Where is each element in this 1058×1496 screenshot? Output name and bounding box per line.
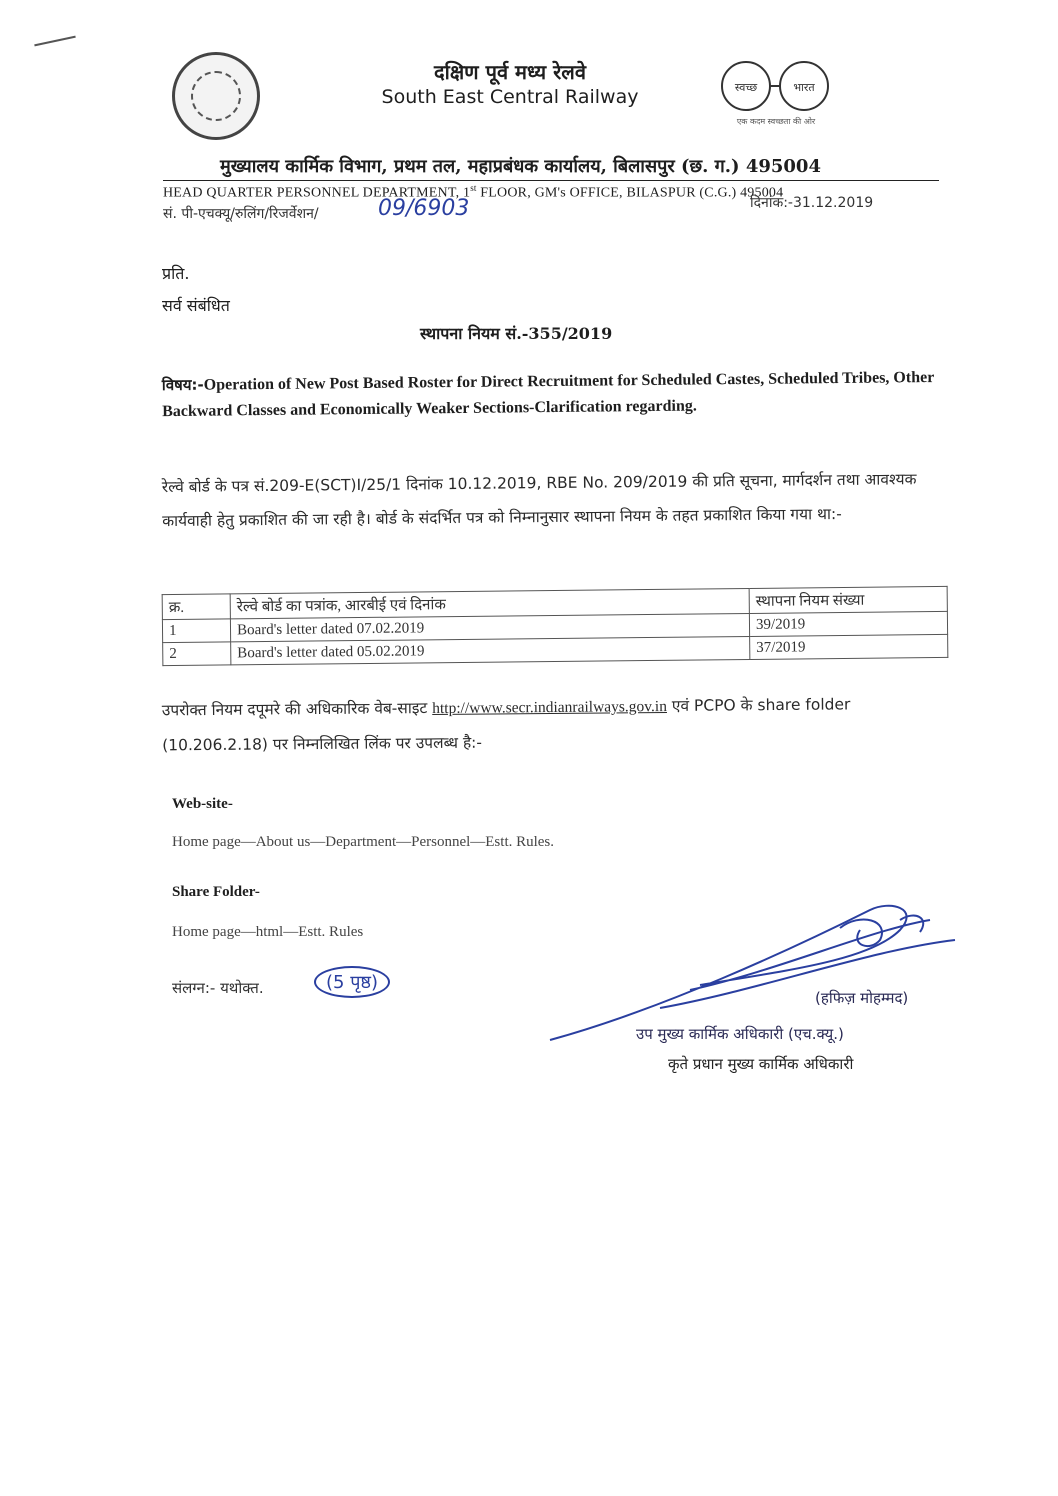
addressee: सर्व संबंधित	[162, 296, 230, 315]
table-header-cell: स्थापना नियम संख्या	[749, 586, 947, 613]
reference-number: सं. पी-एचक्यू/रुलिंग/रिजर्वेशन/	[163, 206, 319, 222]
table-cell: Board's letter dated 05.02.2019	[231, 636, 750, 664]
hq-address-hindi: मुख्यालय कार्मिक विभाग, प्रथम तल, महाप्रबंधक कार्यालय, बिलासपुर (छ. ग.) 495004	[220, 156, 821, 177]
website-path: Home page—About us—Department—Personnel—Estt. Rules.	[172, 834, 555, 850]
reference-handwritten: 09/6903	[378, 196, 470, 221]
table-cell: Board's letter dated 07.02.2019	[230, 613, 749, 641]
table-cell: 1	[162, 619, 230, 643]
org-title-english: South East Central Railway	[381, 86, 639, 108]
hq-address-english: HEAD QUARTER PERSONNEL DEPARTMENT, 1st FLOOR, GM's OFFICE, BILASPUR (C.G.) 495004	[163, 180, 939, 202]
enclosure: संलग्न:- यथोक्त.	[172, 979, 264, 997]
body-paragraph-2: उपरोक्त नियम दपूमरे की अधिकारिक वेब-साइट http://www.secr.indianrailways.gov.in एवं PCPO के share folder (10.206.2.18) पर निम्नलिखित लिंक पर उपलब्ध है:-	[161, 695, 851, 755]
share-folder-path: Home page—html—Estt. Rules	[172, 924, 364, 940]
signatory-for: कृते प्रधान मुख्य कार्मिक अधिकारी	[668, 1055, 854, 1073]
subject-label: विषय:-	[161, 375, 204, 395]
to-label: प्रति.	[162, 264, 190, 283]
subject	[162, 364, 943, 425]
rules-table	[162, 586, 949, 666]
table-header-cell: रेल्वे बोर्ड का पत्रांक, आरबीई एवं दिनांक	[230, 588, 749, 618]
signatory-designation: उप मुख्य कार्मिक अधिकारी (एच.क्यू.)	[636, 1025, 844, 1043]
share-folder-label: Share Folder-	[172, 884, 260, 900]
estt-rule-number: स्थापना नियम सं.-355/2019	[420, 324, 613, 343]
table-cell: 2	[163, 642, 231, 666]
table-cell: 37/2019	[750, 634, 948, 659]
table-header-cell: क्र.	[162, 594, 230, 620]
swachh-tagline: एक कदम स्वच्छता की ओर	[736, 117, 816, 126]
signatory-name: (हफिज़ मोहम्मद)	[815, 989, 909, 1007]
swachh-right-text: भारत	[793, 81, 815, 94]
website-link[interactable]: http://www.secr.indianrailways.gov.in	[432, 698, 668, 718]
body-paragraph-1: रेल्वे बोर्ड के पत्र सं.209-E(SCT)I/25/1 दिनांक 10.12.2019, RBE No. 209/2019 की प्रति सूचना, मार्गदर्शन तथा आवश्यक कार्यवाही हेतु प्रकाशित की जा रही है। बोर्ड के संदर्भित पत्र को निम्नानुसार स्थापना नियम के तहत प्रकाशित किया गया था:-	[161, 470, 917, 531]
org-title-hindi: दक्षिण पूर्व मध्य रेलवे	[434, 60, 586, 84]
swachh-bharat-logo	[706, 52, 846, 130]
letter-date: दिनांक:-31.12.2019	[750, 195, 874, 211]
table-cell: 39/2019	[749, 611, 947, 636]
enclosure-pages: (5 पृष्ठ)	[314, 966, 390, 998]
swachh-left-text: स्वच्छ	[734, 81, 758, 94]
railway-emblem-icon	[172, 52, 260, 140]
website-label: Web-site-	[172, 796, 233, 812]
scan-mark	[34, 36, 75, 47]
subject-text: Operation of New Post Based Roster for Direct Recruitment for Scheduled Castes, Scheduled Tribes, Other Backward Classes and Economically Weaker Sections-Clarification regarding.	[162, 368, 935, 421]
